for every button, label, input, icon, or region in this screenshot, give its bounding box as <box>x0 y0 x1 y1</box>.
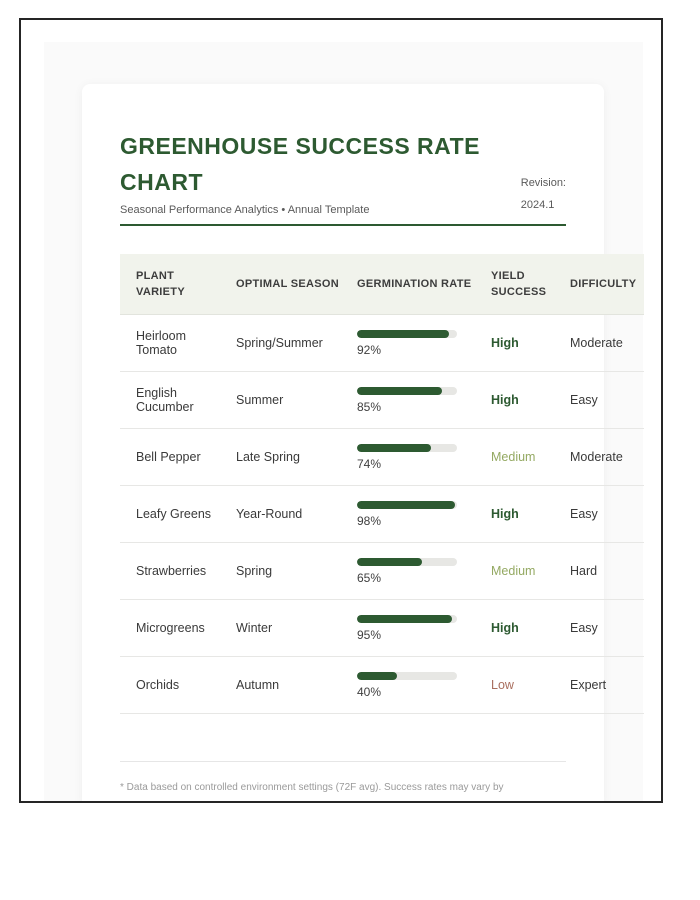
germination-bar-fill <box>357 387 442 395</box>
cell-difficulty: Easy <box>570 507 598 521</box>
cell-difficulty: Easy <box>570 393 598 407</box>
cell-germination <box>341 436 475 479</box>
germination-bar-fill <box>357 501 455 509</box>
germination-percent-label: 40% <box>357 684 382 699</box>
germination-bar-fill <box>357 444 431 452</box>
table-row <box>120 543 644 600</box>
table-row <box>120 600 644 657</box>
page-title: GREENHOUSE SUCCESS RATE CHART <box>120 133 480 195</box>
cell-difficulty: Expert <box>570 678 607 692</box>
germination-bar-track <box>357 615 457 623</box>
header-plant-variety: PLANT VARIETY <box>136 269 185 298</box>
table-row <box>120 429 644 486</box>
cell-yield: High <box>491 336 519 350</box>
cell-plant: Strawberries <box>136 564 207 578</box>
header-difficulty: DIFFICULTY <box>570 277 637 290</box>
header-yield-success: YIELD SUCCESS <box>491 269 547 298</box>
cell-germination <box>341 322 475 365</box>
cell-plant: Bell Pepper <box>136 450 201 464</box>
germination-percent-label: 74% <box>357 456 382 471</box>
cell-yield: High <box>491 621 519 635</box>
germination-percent-label: 65% <box>357 570 382 585</box>
germination-bar-track <box>357 444 457 452</box>
table-row <box>120 657 644 714</box>
germination-percent-label: 98% <box>357 513 382 528</box>
germination-percent-label: 92% <box>357 342 382 357</box>
germination-bar-fill <box>357 558 422 566</box>
cell-germination <box>341 493 475 536</box>
table-row <box>120 486 644 543</box>
cell-yield: Medium <box>491 564 536 578</box>
cell-yield: High <box>491 507 519 521</box>
germination-percent-label: 85% <box>357 399 382 414</box>
cell-yield: High <box>491 393 519 407</box>
revision-value: 2024.1 <box>520 199 555 211</box>
footer-divider <box>120 761 566 762</box>
revision-block <box>521 172 566 216</box>
cell-season: Winter <box>236 621 273 635</box>
report-header <box>120 128 566 216</box>
cell-plant: Orchids <box>136 678 180 692</box>
germination-percent-label: 95% <box>357 627 382 642</box>
table-row <box>120 315 644 372</box>
cell-germination <box>341 607 475 650</box>
footnote-text: * Data based on controlled environment settings (72F avg). Success rates may vary by <box>120 782 504 793</box>
cell-plant: English Cucumber <box>136 386 194 414</box>
page-subtitle: Seasonal Performance Analytics • Annual Template <box>120 204 370 216</box>
cell-difficulty: Moderate <box>570 450 623 464</box>
document-page-frame <box>19 18 663 803</box>
germination-bar-track <box>357 501 457 509</box>
cell-difficulty: Easy <box>570 621 598 635</box>
cell-plant: Microgreens <box>136 621 205 635</box>
cell-germination <box>341 550 475 593</box>
germination-bar-track <box>357 672 457 680</box>
cell-plant: Heirloom Tomato <box>136 329 187 357</box>
cell-season: Late Spring <box>236 450 300 464</box>
cell-season: Summer <box>236 393 284 407</box>
germination-bar-fill <box>357 330 449 338</box>
cell-season: Autumn <box>236 678 280 692</box>
germination-bar-fill <box>357 672 397 680</box>
cell-difficulty: Hard <box>570 564 598 578</box>
cell-yield: Low <box>491 678 514 692</box>
cell-difficulty: Moderate <box>570 336 623 350</box>
cell-germination <box>341 664 475 707</box>
title-divider <box>120 224 566 226</box>
report-card <box>82 84 637 803</box>
germination-bar-track <box>357 558 457 566</box>
header-germination-rate: GERMINATION RATE <box>357 277 472 290</box>
germination-bar-fill <box>357 615 452 623</box>
cell-plant: Leafy Greens <box>136 507 212 521</box>
germination-bar-track <box>357 387 457 395</box>
title-block <box>120 128 490 216</box>
header-optimal-season: OPTIMAL SEASON <box>236 277 340 290</box>
cell-yield: Medium <box>491 450 536 464</box>
revision-label: Revision: <box>520 177 566 189</box>
germination-bar-track <box>357 330 457 338</box>
table-header-row <box>120 254 644 315</box>
cell-season: Spring <box>236 564 273 578</box>
cell-season: Year-Round <box>236 507 303 521</box>
cell-germination <box>341 379 475 422</box>
table-row <box>120 372 644 429</box>
cell-season: Spring/Summer <box>236 336 323 350</box>
success-rate-table <box>120 254 644 714</box>
